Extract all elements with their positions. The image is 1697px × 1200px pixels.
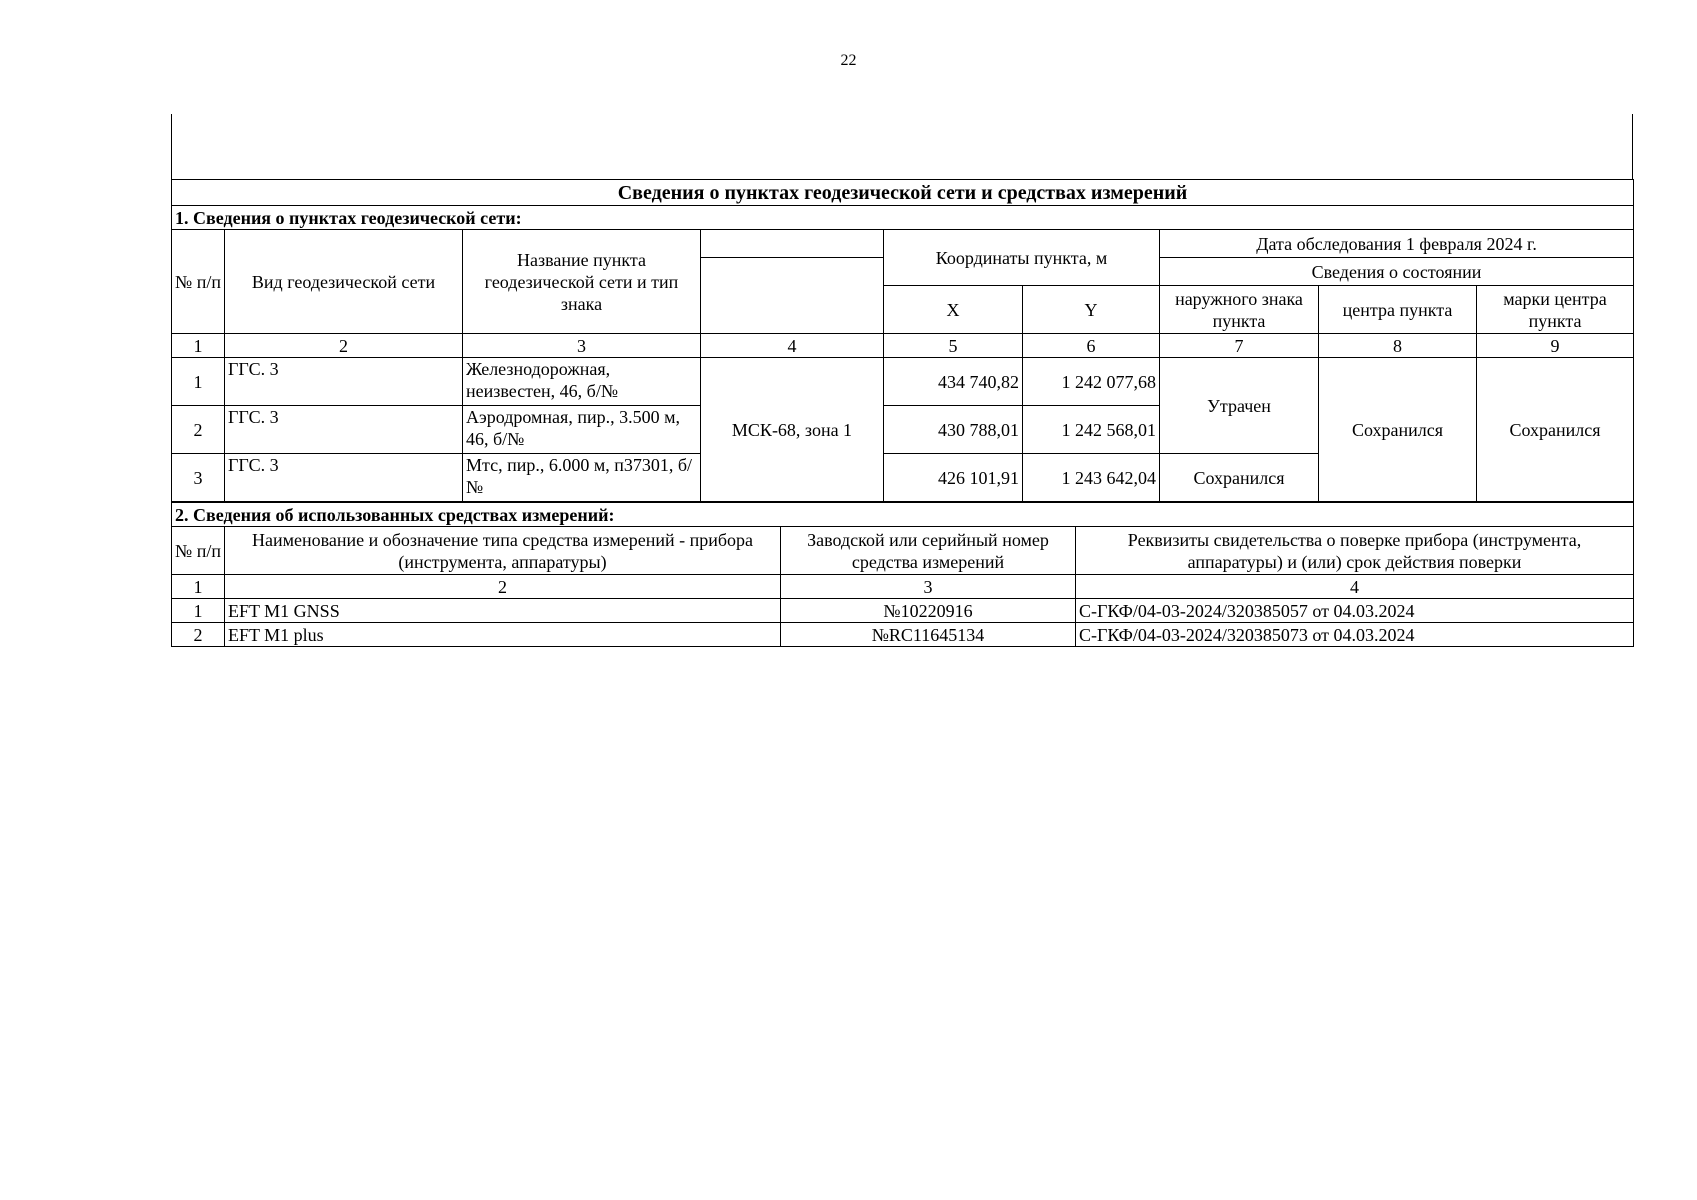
table-row-y: 1 243 642,04 <box>1023 454 1160 502</box>
header-y: Y <box>1023 286 1160 334</box>
col-number: 6 <box>1023 334 1160 358</box>
table-row-num: 2 <box>172 406 225 454</box>
col-number: 1 <box>172 334 225 358</box>
header-network-type: Вид геодезической сети <box>225 230 463 334</box>
col-number: 1 <box>172 575 225 599</box>
col-number: 8 <box>1319 334 1477 358</box>
table-row-y: 1 242 077,68 <box>1023 358 1160 406</box>
geodetic-points-table <box>171 179 1634 502</box>
col-number: 4 <box>1076 575 1634 599</box>
table-row-name: Мтс, пир., 6.000 м, п37301, б/№ <box>463 454 701 502</box>
section2-heading: 2. Сведения об использованных средствах измерений: <box>172 503 1634 527</box>
table-row-x: 430 788,01 <box>884 406 1023 454</box>
table-row-type: ГГС. 3 <box>225 454 463 502</box>
table-row-name: Аэродромная, пир., 3.500 м, 46, б/№ <box>463 406 701 454</box>
header-num: № п/п <box>172 230 225 334</box>
header-survey-date: Дата обследования 1 февраля 2024 г. <box>1160 230 1634 258</box>
header-system-blank <box>701 258 884 334</box>
table-row-certificate: С-ГКФ/04-03-2024/320385073 от 04.03.2024 <box>1076 623 1634 647</box>
page-frame <box>171 114 1633 179</box>
table-row-instrument: EFT M1 plus <box>225 623 781 647</box>
center-state: Сохранился <box>1319 358 1477 502</box>
table-row-type: ГГС. 3 <box>225 406 463 454</box>
header-system-blank-top <box>701 230 884 258</box>
header-certificate: Реквизиты свидетельства о поверке прибора (инструмента, аппаратуры) и (или) срок действия поверки <box>1076 527 1634 575</box>
coordinate-system: МСК-68, зона 1 <box>701 358 884 502</box>
header-center: центра пункта <box>1319 286 1477 334</box>
table-row-num: 3 <box>172 454 225 502</box>
section1-heading: 1. Сведения о пунктах геодезической сети: <box>172 206 1634 230</box>
table-row-x: 434 740,82 <box>884 358 1023 406</box>
page-number: 22 <box>840 52 857 69</box>
col-number: 3 <box>463 334 701 358</box>
center-mark-state: Сохранился <box>1477 358 1634 502</box>
table-row-num: 1 <box>172 358 225 406</box>
header-x: X <box>884 286 1023 334</box>
instruments-table <box>171 502 1634 647</box>
header-num: № п/п <box>172 527 225 575</box>
header-instrument-name: Наименование и обозначение типа средства измерений - прибора (инструмента, аппаратуры) <box>225 527 781 575</box>
header-point-name: Название пункта геодезической сети и тип знака <box>463 230 701 334</box>
table-row-x: 426 101,91 <box>884 454 1023 502</box>
col-number: 5 <box>884 334 1023 358</box>
col-number: 7 <box>1160 334 1319 358</box>
col-number: 2 <box>225 334 463 358</box>
col-number: 3 <box>781 575 1076 599</box>
header-state: Сведения о состоянии <box>1160 258 1634 286</box>
table-row-name: Железнодорожная, неизвестен, 46, б/№ <box>463 358 701 406</box>
document-title: Сведения о пунктах геодезической сети и средствах измерений <box>172 180 1634 206</box>
outer-sign-state-lost: Утрачен <box>1160 358 1319 454</box>
col-number: 2 <box>225 575 781 599</box>
header-center-mark: марки центра пункта <box>1477 286 1634 334</box>
table-row-type: ГГС. 3 <box>225 358 463 406</box>
outer-sign-state-kept: Сохранился <box>1160 454 1319 502</box>
col-number: 9 <box>1477 334 1634 358</box>
table-row-certificate: С-ГКФ/04-03-2024/320385057 от 04.03.2024 <box>1076 599 1634 623</box>
table-row-serial: №10220916 <box>781 599 1076 623</box>
table-row-num: 2 <box>172 623 225 647</box>
col-number: 4 <box>701 334 884 358</box>
table-row-serial: №RC11645134 <box>781 623 1076 647</box>
table-row-instrument: EFT M1 GNSS <box>225 599 781 623</box>
table-row-y: 1 242 568,01 <box>1023 406 1160 454</box>
header-coords: Координаты пункта, м <box>884 230 1160 286</box>
header-outer-sign: наружного знака пункта <box>1160 286 1319 334</box>
header-serial: Заводской или серийный номер средства измерений <box>781 527 1076 575</box>
table-row-num: 1 <box>172 599 225 623</box>
